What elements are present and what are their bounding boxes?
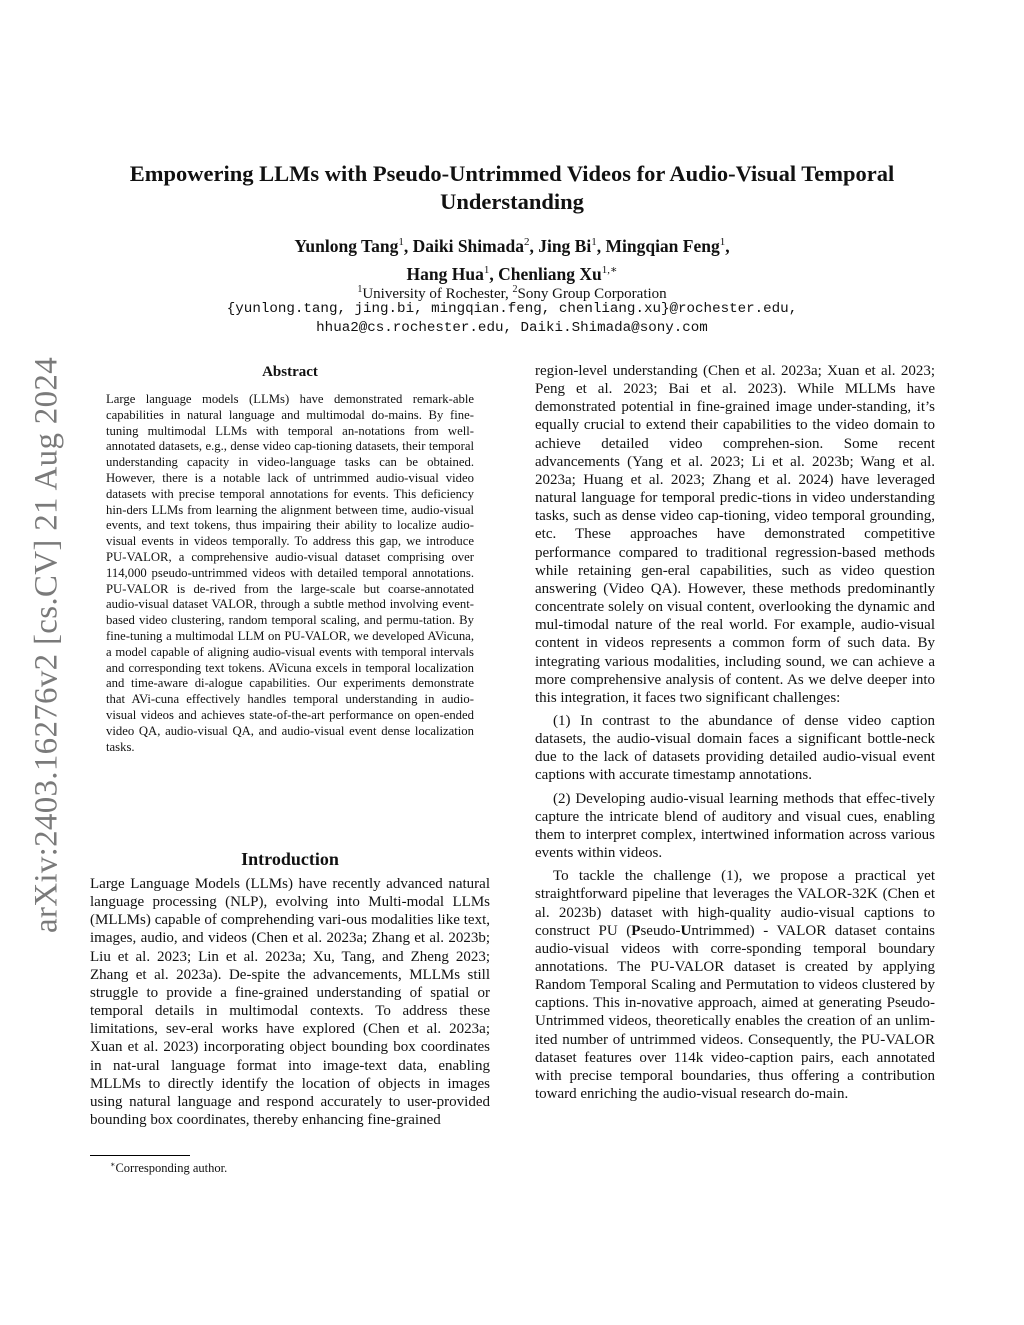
paragraph-text: seudo- — [640, 922, 681, 939]
right-column — [535, 362, 935, 1108]
arxiv-sidebar-stamp — [26, 345, 68, 945]
introduction-body: Large Language Models (LLMs) have recently advanced natural language processing (NLP), evolving into Multi-modal LLMs (MLLMs) capable of comprehending vari-ous modalities like text, images, audio, and videos (Chen et al. 2023a; Zhang et al. 2023b; Liu et al. 2023; Lin et al. 2023a; Xu, Tang, and Zheng 2023; Zhang et al. 2023a). De-spite the advancements, MLLMs still struggle to provide a fine-grained understanding of spatial or temporal details in multimodal contexts. To address these limitations, sev-eral works have explored (Chen et al. 2023a; Xuan et al. 2023) incorporating object bounding box coordinates in nat-ural language format into image-text data, enabling MLLMs to directly identify the location of objects in images using natural language and respond accurately to user-provided bounding box coordinates, thereby enhancing fine-grained — [90, 876, 490, 1129]
author-name: Mingqian Feng — [605, 235, 720, 256]
author-affiliation-mark: 2 — [523, 236, 530, 248]
abstract-heading: Abstract — [262, 364, 318, 380]
paragraph — [535, 867, 935, 1103]
bold-letter: U — [680, 922, 692, 939]
arxiv-identifier: arXiv:2403.16276v2 [cs.CV] 21 Aug 2024 — [28, 356, 65, 934]
paper-title: Empowering LLMs with Pseudo-Untrimmed Videos for Audio-Visual Temporal Understanding — [129, 161, 895, 214]
paragraph: (2) Developing audio-visual learning methods that effec-tively capture the intricate blend of auditory and visual cues, enabling them to interpret complex, intertwined information across various events within videos. — [535, 790, 935, 862]
author-name: Hang Hua — [406, 263, 484, 284]
author-affiliation-mark: 1,∗ — [601, 263, 618, 276]
author-affiliation-mark: 1 — [398, 236, 404, 248]
author-affiliation-mark: 1 — [719, 236, 726, 248]
author-name: Daiki Shimada — [412, 235, 524, 256]
affiliations: $^1$University of Rochester, $^2$Sony Group Corporation — [357, 284, 667, 302]
affiliation-name: University of Rochester — [362, 286, 506, 302]
author-list: Yunlong Tang$^1$, Daiki Shimada$^2$, Jing Bi$^1$, Mingqian Feng$^1$, Hang Hua$^1$, Chenliang $Xu^{1,∗}$ — [294, 235, 730, 284]
footnote-rule — [90, 1155, 190, 1156]
author-affiliation-mark: 1 — [591, 236, 597, 248]
introduction-heading: Introduction — [241, 849, 339, 869]
email-line: {yunlong.tang, jing.bi, mingqian.feng, chenliang.xu}@rochester.edu, — [226, 301, 798, 317]
email-line: hhua2@cs.rochester.edu, Daiki.Shimada@sony.com — [316, 320, 708, 336]
abstract-body: Large language models (LLMs) have demonstrated remark-able capabilities in natural language and multimodal do-mains. By fine-tuning multimodal LLMs with temporal an-notations from well-annotated datasets, e.g., dense video cap-tioning datasets, their temporal understanding capacity in video-language tasks can be obtained. However, there is a notable lack of untrimmed audio-visual video datasets with precise temporal annotations for events. This deficiency hin-ders LLMs from learning the alignment between time, audio-visual events, and text tokens, thus impairing their ability to localize audio-visual events in videos temporally. To address this gap, we introduce PU-VALOR, a comprehensive audio-visual dataset comprising over 114,000 pseudo-untrimmed videos with detailed temporal annotations. PU-VALOR is de-rived from the large-scale but coarse-annotated audio-visual dataset VALOR, through a subtle method involving event-based video clustering, random temporal scaling, and permu-tation. By fine-tuning a multimodal LLM on PU-VALOR, we developed AVicuna, a model capable of aligning audio-visual events with temporal intervals and corresponding text tokens. AVicuna excels in temporal localization and time-aware di-alogue capabilities. Our experiments demonstrate that AVi-cuna effectively handles temporal understanding in audio-visual videos and achieves state-of-the-art performance on open-ended video QA, audio-visual QA, and audio-visual event dense localization tasks. — [106, 392, 474, 754]
author-name: Yunlong Tang — [294, 235, 399, 256]
paragraph-text: ntrimmed) - VALOR dataset contains audio-visual videos with corre-sponding temporal boundary annotations. The PU-VALOR dataset is created by applying Random Temporal Scaling and Permutation to videos clustered by captions. This in-novative approach, aimed at generating Pseudo-Untrimmed videos, theoretically enables the creation of an unlim-ited number of untrimmed videos. Consequently, the PU-VALOR dataset features over 114k video-caption pairs, each annotated with precise temporal boundaries, thus offering a contribution toward enriching the audio-visual research do-main. — [535, 922, 935, 1103]
affiliation-mark: 2 — [512, 284, 518, 295]
footnote — [110, 1160, 227, 1176]
affiliation-name: Sony Group Corporation — [517, 286, 667, 302]
author-name: Chenliang Xu — [498, 263, 602, 284]
author-affiliation-mark: 1 — [483, 263, 490, 276]
footnote-mark: ∗ — [110, 1160, 116, 1169]
paragraph: (1) In contrast to the abundance of dense video caption datasets, the audio-visual domain faces a significant bottle-neck due to the lack of datasets providing detailed audio-visual event captions with accurate timestamp annotations. — [535, 712, 935, 784]
affiliation-mark: 1 — [357, 284, 363, 295]
footnote-text: Corresponding author. — [115, 1161, 228, 1176]
bold-letter: P — [631, 922, 641, 939]
paragraph: region-level understanding (Chen et al. 2023a; Xuan et al. 2023; Peng et al. 2023; Bai et al. 2023). While MLLMs have demonstrated potential in fine-grained image under-standing, it’s equally crucial to extend their capabilities to the video domain to achieve detailed video comprehen-sion. Some recent advancements (Yang et al. 2023; Li et al. 2023b; Wang et al. 2023a; Huang et al. 2023; Zhang et al. 2024) have leveraged natural language for temporal predic-tions in video understanding tasks, such as dense video cap-tioning, video temporal grounding, etc. These approaches have demonstrated competitive performance compared to traditional regression-based methods while retaining gen-eral capabilities, such as video question answering (Video QA). However, these methods predominantly concentrate solely on visual content, overlooking the dynamic and mul-timodal nature of the real world. For example, audio-visual content in videos represents a common form of such data. By integrating various modalities, including sound, we can achieve a more comprehensive analysis of content. As we delve deeper into this integration, it faces two significant challenges: — [535, 363, 935, 706]
author-emails — [120, 300, 904, 338]
paragraph-text: To tackle the challenge (1), we propose a practical yet straightforward pipeline that leverages the VALOR-32K (Chen et al. 2023b) dataset with high-quality audio-visual captions to construct PU ( — [535, 868, 935, 939]
author-name: Jing Bi — [538, 235, 592, 256]
